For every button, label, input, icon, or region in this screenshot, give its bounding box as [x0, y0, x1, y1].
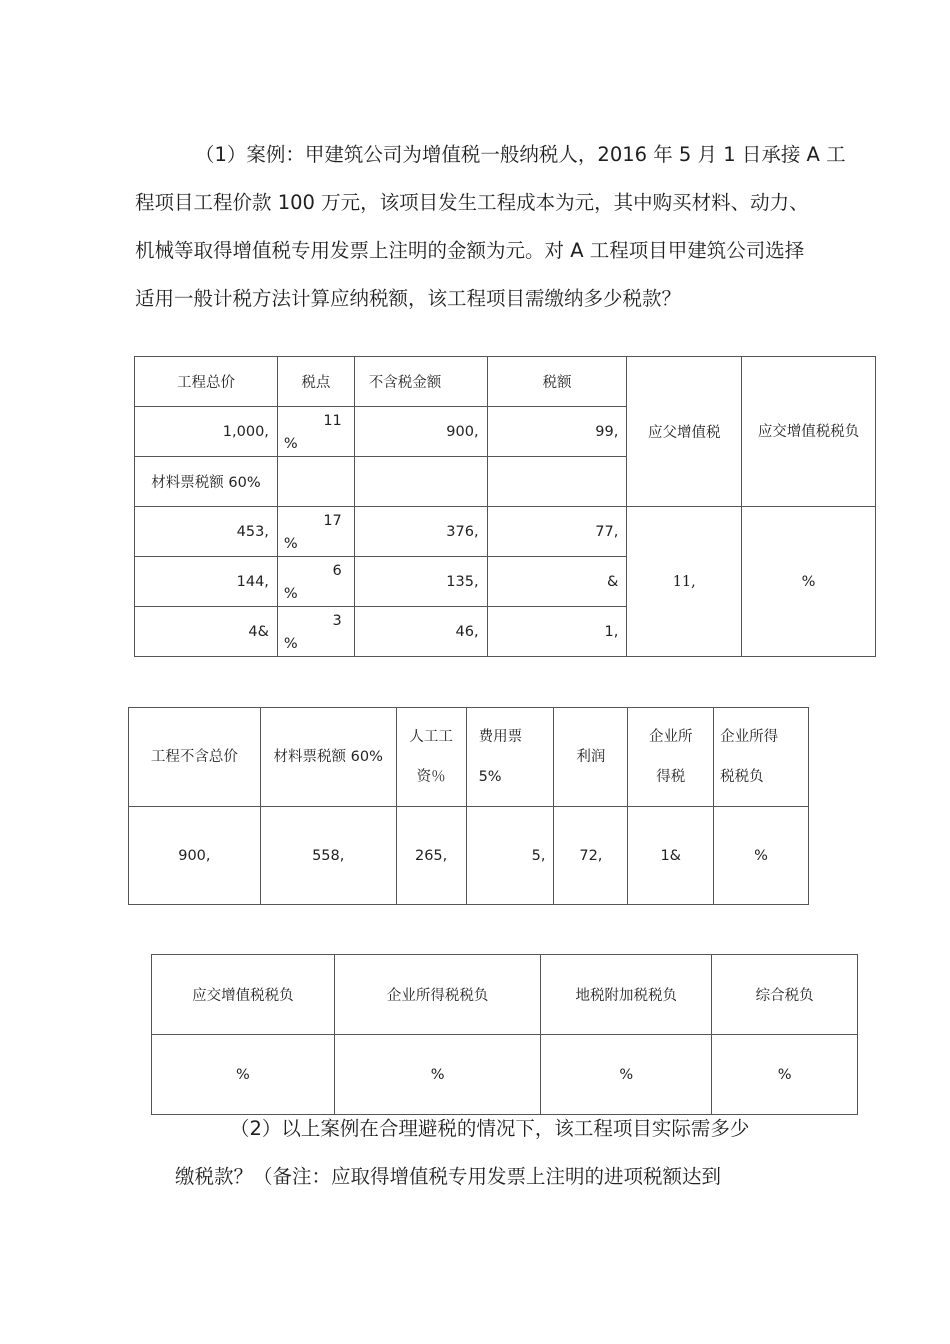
value-local-surtax-burden: % [541, 1035, 712, 1115]
header-tax-rate: 税点 [277, 357, 354, 407]
cell-rate [277, 557, 354, 607]
rate-number: 3 [332, 613, 342, 629]
cell-tax: 99, [487, 407, 627, 457]
question-line-2: 缴税款？（备注：应取得增值税专用发票上注明的进项税额达到 [175, 1165, 722, 1188]
value-profit: 72, [554, 807, 628, 905]
rate-number: 6 [332, 563, 342, 579]
header-cit-burden-line2: 税税负 [720, 769, 764, 785]
header-expense-line1: 费用票 [478, 729, 523, 745]
cell-total: 1,000, [135, 407, 278, 457]
value-vat-burden: % [152, 1035, 335, 1115]
cell-total: 144, [135, 557, 278, 607]
cell-empty [277, 457, 354, 507]
case-paragraph [135, 131, 865, 323]
header-local-surtax-burden: 地税附加税税负 [541, 955, 712, 1035]
rate-symbol: % [283, 536, 298, 552]
rate-symbol: % [283, 436, 298, 452]
question-line-1: （2）以上案例在合理避税的情况下，该工程项目实际需多少 [230, 1117, 750, 1140]
header-cit-burden [714, 708, 809, 807]
cell-ex-tax: 46, [354, 607, 487, 657]
header-total-price: 工程总价 [135, 357, 278, 407]
header-cit-line1: 企业所 [648, 729, 693, 745]
value-material-tax: 558, [260, 807, 396, 905]
header-labor-line1: 人工工 [409, 729, 453, 745]
cell-empty [354, 457, 487, 507]
header-cit [628, 708, 714, 807]
tax-burden-summary-table [151, 954, 858, 1115]
cell-empty [487, 457, 627, 507]
header-vat-burden: 应交增值税税负 [742, 357, 876, 507]
cell-ex-tax: 900, [354, 407, 487, 457]
header-tax-amount: 税额 [487, 357, 627, 407]
rate-symbol: % [283, 586, 298, 602]
header-overall-burden: 综合税负 [712, 955, 858, 1035]
question-paragraph [175, 1105, 815, 1201]
vat-payable-value: 11, [627, 507, 742, 657]
header-ex-tax-total: 工程不含总价 [129, 708, 261, 807]
value-cit: 1& [628, 807, 714, 905]
cell-rate [277, 507, 354, 557]
value-ex-tax-total: 900, [129, 807, 261, 905]
cell-tax: 77, [487, 507, 627, 557]
value-expense: 5, [466, 807, 554, 905]
vat-calculation-table [134, 356, 876, 657]
cell-ex-tax: 135, [354, 557, 487, 607]
header-cit-burden: 企业所得税税负 [334, 955, 541, 1035]
header-vat-burden: 应交增值税税负 [152, 955, 335, 1035]
rate-number: 11 [323, 413, 342, 429]
vat-burden-value: % [742, 507, 876, 657]
value-overall-burden: % [712, 1035, 858, 1115]
header-labor-line2: 资％ [416, 769, 446, 785]
case-line-1: （1）案例：甲建筑公司为增值税一般纳税人，2016 年 5 月 1 日承接 A 工 [195, 143, 846, 166]
rate-symbol: % [283, 636, 298, 652]
income-tax-table [128, 707, 809, 905]
cell-rate [277, 407, 354, 457]
cell-tax: 1, [487, 607, 627, 657]
cell-rate [277, 607, 354, 657]
header-material-tax: 材料票税额 60% [260, 708, 396, 807]
material-invoice-label: 材料票税额 60% [135, 457, 278, 507]
header-ex-tax-amount: 不含税金额 [354, 357, 487, 407]
cell-total: 453, [135, 507, 278, 557]
cell-ex-tax: 376, [354, 507, 487, 557]
value-labor: 265, [396, 807, 466, 905]
cell-tax: & [487, 557, 627, 607]
header-cit-burden-line1: 企业所得 [720, 729, 779, 745]
value-cit-burden: % [714, 807, 809, 905]
case-line-4: 适用一般计税方法计算应纳税额，该工程项目需缴纳多少税款？ [135, 287, 682, 310]
case-line-2: 程项目工程价款 100 万元，该项目发生工程成本为元，其中购买材料、动力、 [135, 191, 809, 214]
case-line-3: 机械等取得增值税专用发票上注明的金额为元。对 A 工程项目甲建筑公司选择 [135, 239, 805, 262]
header-expense [466, 708, 554, 807]
header-cit-line2: 得税 [656, 769, 686, 785]
header-vat-payable: 应父增值税 [627, 357, 742, 507]
header-expense-line2: 5% [478, 769, 502, 785]
rate-number: 17 [323, 513, 342, 529]
header-profit: 利润 [554, 708, 628, 807]
header-labor [396, 708, 466, 807]
cell-total: 4& [135, 607, 278, 657]
value-cit-burden: % [334, 1035, 541, 1115]
